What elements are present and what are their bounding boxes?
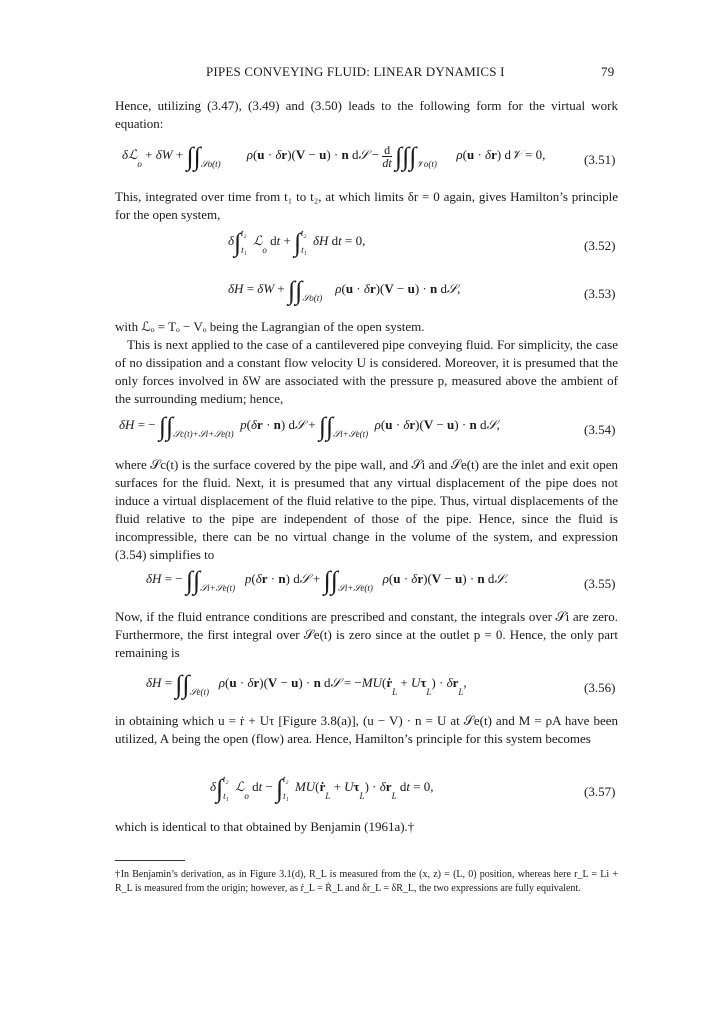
equation-body: $\delta H = \int\int_{𝒮e(t)}$ ρ(u · δr)(V − u) · n d𝒮 = −MU(ṙ$_L$ + $U\tau_L) \cdot \delta r_L$, (146, 670, 467, 699)
equation-3-57 (0, 774, 716, 808)
equation-number: (3.53) (584, 286, 616, 301)
equation-3-53 (0, 276, 716, 310)
paragraph-6: Now, if the fluid entrance conditions are prescribed and constant, the integrals over 𝒮i are zero. Furthermore, the first integral over 𝒮e(t) is zero since at the outlet p = 0. Hence, the only part remaining is (115, 609, 618, 660)
equation-body: δℒ$_o$ + $\delta W + \int\int_{𝒮o(t)}$ ρ(u · δr)(V − u) · n d𝒮 − $\frac{d}{dt}$ $\int\int\int_{𝒱o(t)}$ ρ(u · δr) d𝒱 = 0, (122, 142, 546, 171)
footnote-rule (115, 860, 185, 861)
equation-number: (3.52) (584, 238, 616, 253)
paragraph-3: with ℒₒ = Tₒ − Vₒ being the Lagrangian of the open system. (115, 319, 425, 334)
paragraph-8: which is identical to that obtained by Benjamin (1961a).† (115, 819, 415, 834)
equation-3-51 (0, 142, 716, 176)
page-number: 79 (601, 64, 615, 79)
equation-3-55 (0, 566, 716, 600)
equation-number: (3.55) (584, 576, 616, 591)
equation-number: (3.56) (584, 680, 616, 695)
paragraph-5: where 𝒮c(t) is the surface covered by the pipe wall, and 𝒮i and 𝒮e(t) are the inlet and exit open surfaces for the fluid. Next, it is presumed that any virtual displacement of the pipe does not induce a virtual displacement of the fluid relative to the pipe. Thus, virtual displacements of the fluid relative to the pipe are independent of those of the pipe. Hence, since the fluid is incompressible, there can be no virtual change in the volume of the system, and expression (3.54) simplifies to (115, 457, 618, 562)
equation-number: (3.57) (584, 784, 616, 799)
footnote: †In Benjamin’s derivation, as in Figure 3.1(d), R_L is measured from the (x, z) = (L, 0) position, whereas here r_L = Li + R_L is measured from the origin; however, as ṙ_L = Ṙ_L and δr_L = δR_L, the two expressions are fully equivalent. (115, 869, 618, 894)
paragraph-2: This, integrated over time from t₁ to t₂, at which limits δr = 0 again, gives Hamilton’s principle for the open system, (115, 189, 618, 222)
equation-body: $\delta\int_{t_1}^{t_2}$ ℒ$_o$ dt − $\int_{t_1}^{t_2}$ MU(ṙ$_L$ + $U\tau_L) \cdot \delta r_L$ dt = 0, (210, 774, 434, 803)
equation-number: (3.54) (584, 422, 616, 437)
paragraph-1: Hence, utilizing (3.47), (3.49) and (3.50) leads to the following form for the virtual work equation: (115, 98, 618, 131)
paragraph-7: in obtaining which u = ṙ + Uτ [Figure 3.8(a)], (u − V) · n = U at 𝒮e(t) and M = ρA have been utilized, A being the open (flow) area. Hence, Hamilton’s principle for this system becomes (115, 713, 618, 746)
equation-3-54 (0, 412, 716, 446)
equation-body: δH = − $\int\int_{𝒮c(t)+𝒮i+𝒮e(t)}$ p(δr · n) d𝒮 + $\int\int_{𝒮i+𝒮e(t)}$ ρ(u · δr)(V − u) · n d𝒮, (119, 412, 500, 441)
equation-3-56 (0, 670, 716, 704)
equation-number: (3.51) (584, 152, 616, 167)
equation-body: $\delta H = \delta W + \int\int_{𝒮o(t)}$ ρ(u · δr)(V − u) · n d𝒮, (228, 276, 461, 305)
paragraph-4: This is next applied to the case of a cantilevered pipe conveying fluid. For simplicity, the case of no dissipation and a constant flow velocity U is considered. Moreover, it is presumed that the only forces involved in δW are associated with the pressure p, measured above the ambient of the surrounding medium; hence, (115, 337, 618, 406)
equation-3-52 (0, 228, 716, 262)
equation-body: $\delta\int_{t_1}^{t_2}$ ℒ$_o$ dt + $\int_{t_1}^{t_2}$ δH dt = 0, (228, 228, 366, 257)
header-title: PIPES CONVEYING FLUID: LINEAR DYNAMICS I (206, 64, 505, 79)
equation-body: δH = − $\int\int_{𝒮i+𝒮e(t)}$ p(δr · n) d𝒮 + $\int\int_{𝒮i+𝒮e(t)}$ ρ(u · δr)(V − u) · n d𝒮. (146, 566, 508, 595)
